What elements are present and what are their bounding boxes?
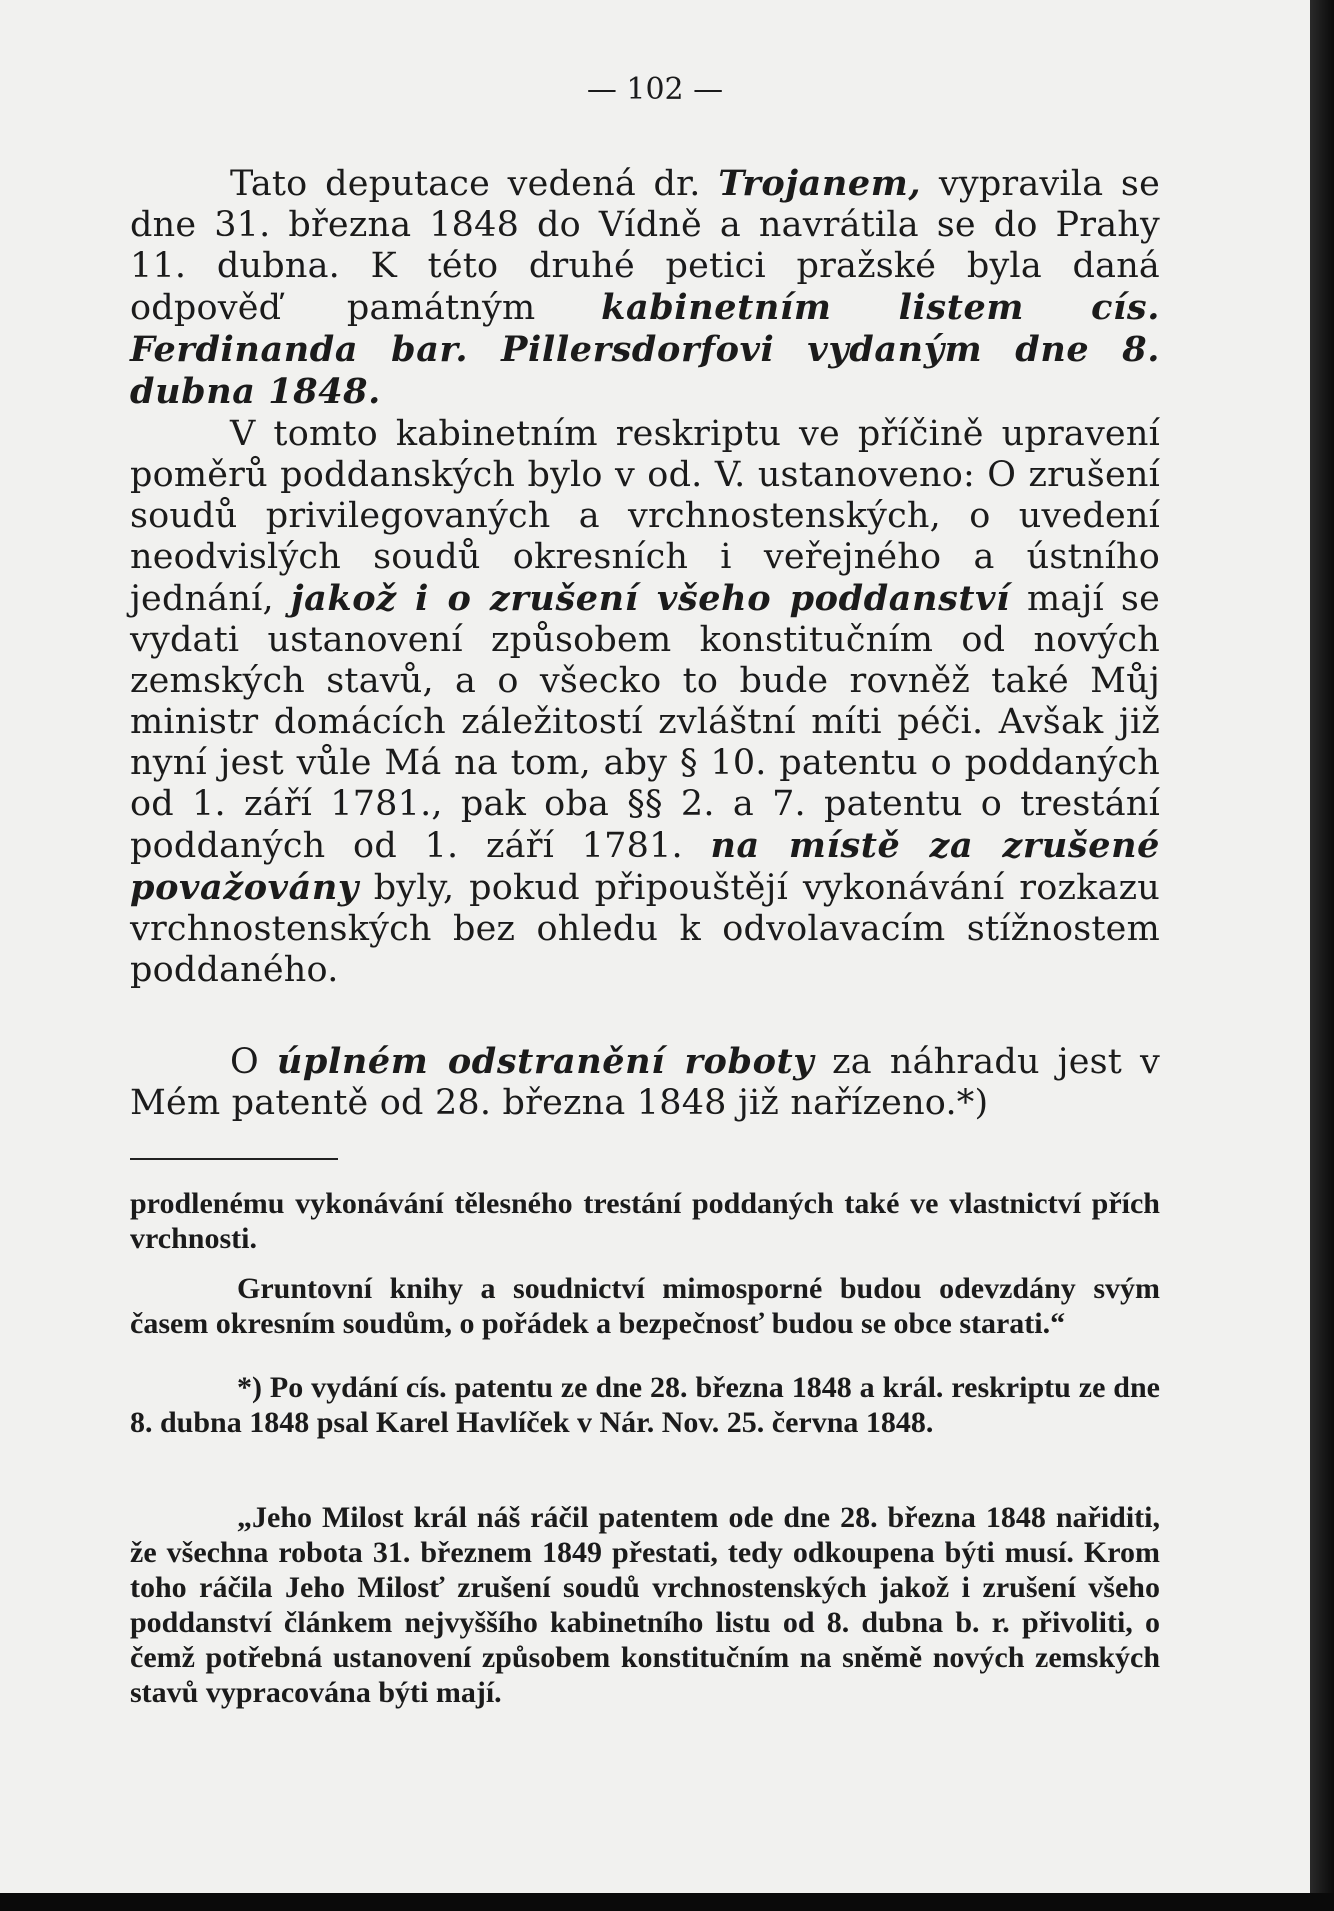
p2-text-e: byly, pokud připouštějí vykonávání rozkazu vrchnostenských bez ohledu k odvolavacím stížnostem poddaného. [130, 868, 1160, 990]
footnote-continuation: prodlenému vykonávání tělesného trestání poddaných také ve vlastnictví přích vrchnosti. [130, 1187, 1160, 1255]
p2-emphasis-repealed: na místě za zrušené považovány [130, 825, 1160, 908]
p1-emphasis-cabinet-letter: kabinetním listem cís. Ferdinanda bar. Pillersdorfovi vydaným dne 8. dubna 1848. [130, 287, 1161, 412]
scan-edge-bottom [0, 1893, 1334, 1911]
p1-emphasis-trojan: Trojanem, [718, 163, 922, 204]
paragraph-deputation [130, 163, 1160, 413]
p1-text-a: Tato deputace vedená dr. [230, 164, 719, 204]
footnote-land-registers: Gruntovní knihy a soudnictví mimosporné budou odevzdány svým časem okresním soudům, o pořádek a bezpečnosť budou se obce starati.“ [130, 1272, 1160, 1340]
p3-emphasis-robota: úplném odstranění roboty [276, 1041, 815, 1082]
scan-edge-right [1310, 0, 1334, 1911]
p3-text-a: O [230, 1042, 277, 1082]
p2-text-c: mají se vydati ustanovení způsobem konstitučním od nových zemských stavů, a o všecko to bude rovněž také Můj ministr domácích záležitostí zvláštní míti péči. Avšak již nyní jest vůle Má na tom, aby § 10. patentu o poddaných od 1. září 1781., pak oba §§ 2. a 7. patentu o trestání poddaných od 1. září 1781. [130, 579, 1161, 866]
p2-text-a: V tomto kabinetním reskriptu ve příčině upravení poměrů poddanských bylo v od. V. ustanoveno: O zrušení soudů privilegovaných a vrchnostenských, o uvedení neodvislých soudů okresních i veřejného a ústního jednání, [130, 414, 1160, 619]
page-number: — 102 — [586, 72, 724, 107]
paragraph-rescript [130, 414, 1160, 991]
p3-text-c: za náhradu jest v Mém patentě od 28. března 1848 již nařízeno.*) [130, 1042, 1160, 1123]
p2-emphasis-abolition: jakož i o zrušení všeho poddanství [290, 578, 1011, 619]
footnote-quote: „Jeho Milost král náš ráčil patentem ode dne 28. března 1848 nařiditi, že všechna robota 31. březnem 1849 přestati, tedy odkoupena býti musí. Krom toho ráčila Jeho Milosť zrušení soudů vrchnostenských jakož i zrušení všeho poddanství článkem nejvyššího kabinetního listu od 8. dubna b. r. přivoliti, o čemž potřebná ustanovení způsobem konstitučním na sněmě nových zemských stavů vypracována býti mají. [130, 1501, 1160, 1709]
p1-text-c: vypravila se dne 31. března 1848 do Vídně a navrátila se do Prahy 11. dubna. K této druhé petici pražské byla daná odpověď památným [130, 164, 1161, 328]
footnote-havlicek: *) Po vydání cís. patentu ze dne 28. března 1848 a král. reskriptu ze dne 8. dubna 1848 psal Karel Havlíček v Nár. Nov. 25. června 1848. [130, 1371, 1160, 1439]
footnote-divider [130, 1158, 338, 1160]
paragraph-robot-removal [130, 1041, 1160, 1124]
